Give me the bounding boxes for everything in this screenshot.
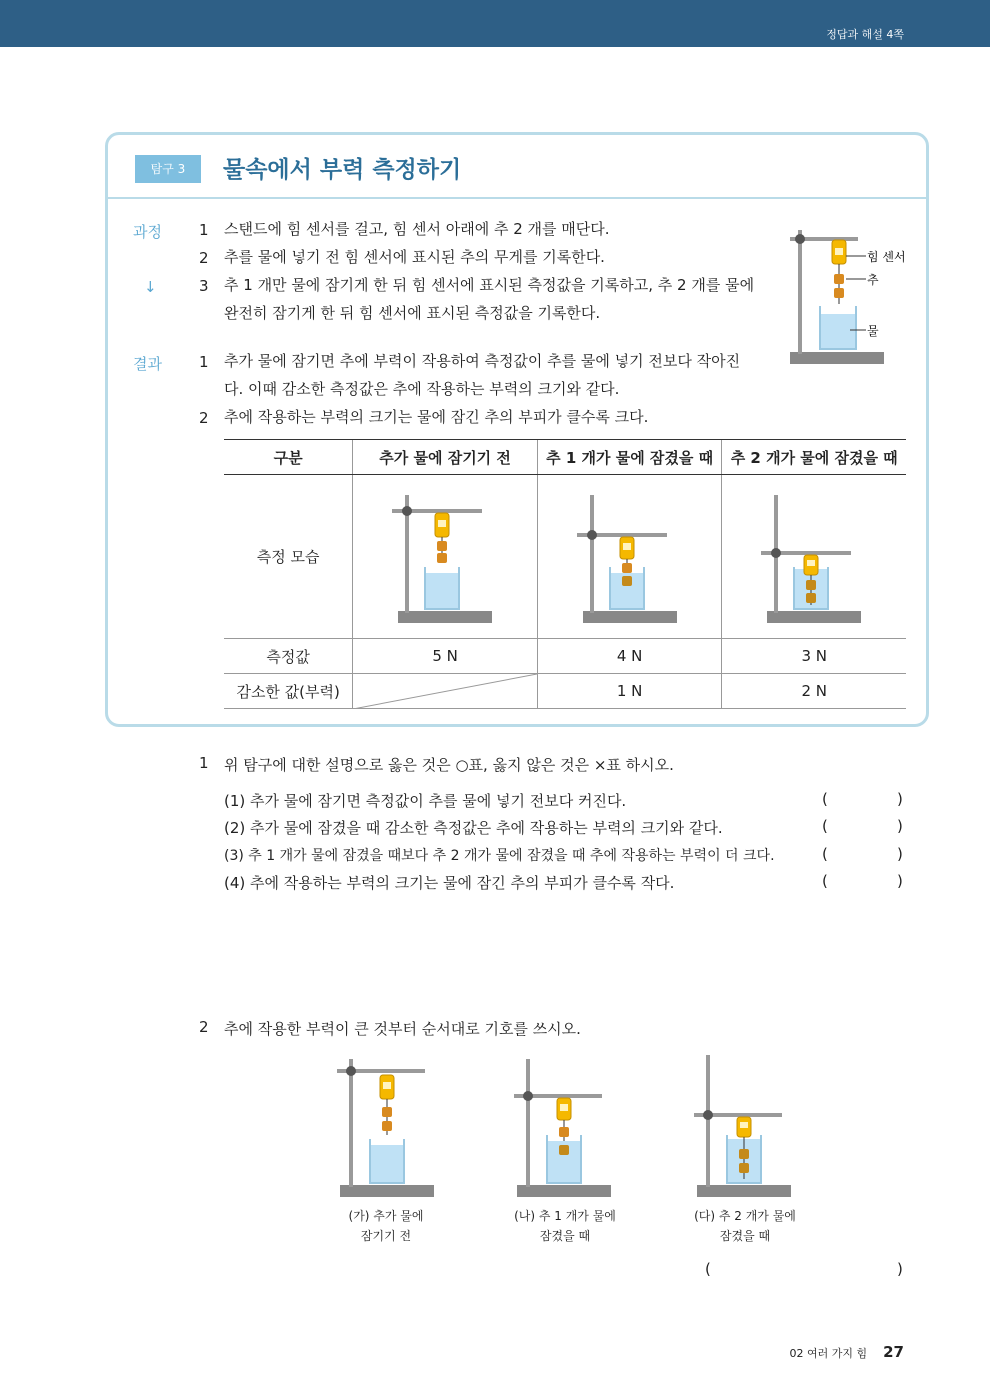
answer-close: ) <box>897 817 903 835</box>
caption-line: (다) 추 2 개가 물에 <box>694 1209 796 1223</box>
result-text-cont: 다. 이때 감소한 측정값은 추에 작용하는 부력의 크기와 같다. <box>224 380 620 398</box>
page-footer <box>790 1343 905 1361</box>
row-label: 측정값 <box>224 639 353 674</box>
process-num: 3 <box>199 277 209 295</box>
caption-line: 잠기기 전 <box>360 1229 412 1243</box>
decrease-value: 1 N <box>537 674 722 709</box>
label-weight: 추 <box>867 273 879 287</box>
apparatus-diagram <box>780 222 915 367</box>
statement: (2) 추가 물에 잠겼을 때 감소한 측정값은 추에 작용하는 부력의 크기와 같다. <box>224 819 723 837</box>
figure-caption <box>485 1206 645 1246</box>
question-prompt: 추에 작용한 부력이 큰 것부터 순서대로 기호를 쓰시오. <box>224 1020 581 1038</box>
process-num: 1 <box>199 221 209 239</box>
inquiry-title: 물속에서 부력 측정하기 <box>223 157 462 183</box>
answer-close: ) <box>897 845 903 863</box>
answer-close: ) <box>897 790 903 808</box>
result-num: 2 <box>199 409 209 427</box>
decrease-value: 2 N <box>722 674 906 709</box>
label-sensor: 힘 센서 <box>867 250 906 264</box>
process-num: 2 <box>199 249 209 267</box>
question-number: 2 <box>199 1018 209 1036</box>
stand-rod <box>798 230 802 354</box>
answer-close: ) <box>897 1260 903 1278</box>
result-table <box>224 439 906 709</box>
result-text: 추에 작용하는 부력의 크기는 물에 잠긴 추의 부피가 클수록 크다. <box>224 408 649 426</box>
water <box>821 314 855 348</box>
page-number: 27 <box>883 1343 904 1361</box>
measure-value: 4 N <box>537 639 722 674</box>
answer-close: ) <box>897 872 903 890</box>
setup-one-submerged <box>575 485 685 625</box>
answer-open[interactable]: ( <box>822 845 828 863</box>
caption-line: (가) 추가 물에 <box>348 1209 424 1223</box>
weight-1 <box>834 274 844 284</box>
table-header: 추 1 개가 물에 잠겼을 때 <box>537 440 722 475</box>
figure-da <box>692 1055 797 1200</box>
figure-ga <box>335 1055 440 1200</box>
row-label: 측정 모습 <box>224 475 353 639</box>
result-label: 결과 <box>133 355 162 373</box>
answer-open[interactable]: ( <box>705 1260 711 1278</box>
label-water: 물 <box>867 324 879 338</box>
setup-two-submerged <box>759 485 869 625</box>
stand-base <box>790 352 884 364</box>
measure-value: 3 N <box>722 639 906 674</box>
image-cell <box>537 475 722 639</box>
process-step: 추를 물에 넣기 전 힘 센서에 표시된 추의 무게를 기록한다. <box>224 248 605 266</box>
row-label: 감소한 값(부력) <box>224 674 353 709</box>
answer-reference: 정답과 해설 4쪽 <box>826 28 904 41</box>
result-num: 1 <box>199 353 209 371</box>
figure-caption <box>665 1206 825 1246</box>
result-text: 추가 물에 잠기면 추에 부력이 작용하여 측정값이 추를 물에 넣기 전보다 작아진 <box>224 352 741 370</box>
chapter-label: 02 여러 가지 힘 <box>789 1347 868 1360</box>
question-prompt: 위 탐구에 대한 설명으로 옳은 것은 ○표, 옳지 않은 것은 ×표 하시오. <box>224 756 674 774</box>
process-step: 추 1 개만 물에 잠기게 한 뒤 힘 센서에 표시된 측정값을 기록하고, 추 2 개를 물에 <box>224 276 755 294</box>
answer-open[interactable]: ( <box>822 790 828 808</box>
table-header: 추가 물에 잠기기 전 <box>353 440 538 475</box>
setup-before <box>390 485 500 625</box>
figure-na <box>512 1055 617 1200</box>
top-bar <box>0 0 990 47</box>
diagonal-line <box>353 674 537 709</box>
statement: (4) 추에 작용하는 부력의 크기는 물에 잠긴 추의 부피가 클수록 작다. <box>224 874 675 892</box>
statement: (3) 추 1 개가 물에 잠겼을 때보다 추 2 개가 물에 잠겼을 때 추에 작용하는 부력이 더 크다. <box>224 848 775 864</box>
answer-open[interactable]: ( <box>822 817 828 835</box>
weight-2 <box>834 288 844 298</box>
sensor-display <box>835 248 843 255</box>
answer-open[interactable]: ( <box>822 872 828 890</box>
process-arrow: ↓ <box>144 278 157 296</box>
table-header: 구분 <box>224 440 353 475</box>
empty-diagonal-cell <box>353 674 538 709</box>
process-label: 과정 <box>133 223 162 241</box>
caption-line: 잠겼을 때 <box>539 1229 591 1243</box>
table-header: 추 2 개가 물에 잠겼을 때 <box>722 440 906 475</box>
clamp <box>795 234 805 244</box>
figure-caption <box>306 1206 466 1246</box>
statement: (1) 추가 물에 잠기면 측정값이 추를 물에 넣기 전보다 커진다. <box>224 792 627 810</box>
image-cell <box>722 475 906 639</box>
inquiry-tag: 탐구 3 <box>135 155 201 183</box>
question-number: 1 <box>199 754 209 772</box>
image-cell <box>353 475 538 639</box>
caption-line: 잠겼을 때 <box>719 1229 771 1243</box>
process-step-cont: 완전히 잠기게 한 뒤 힘 센서에 표시된 측정값을 기록한다. <box>224 304 601 322</box>
title-divider <box>108 197 926 199</box>
caption-line: (나) 추 1 개가 물에 <box>514 1209 616 1223</box>
process-step: 스탠드에 힘 센서를 걸고, 힘 센서 아래에 추 2 개를 매단다. <box>224 220 610 238</box>
measure-value: 5 N <box>353 639 538 674</box>
